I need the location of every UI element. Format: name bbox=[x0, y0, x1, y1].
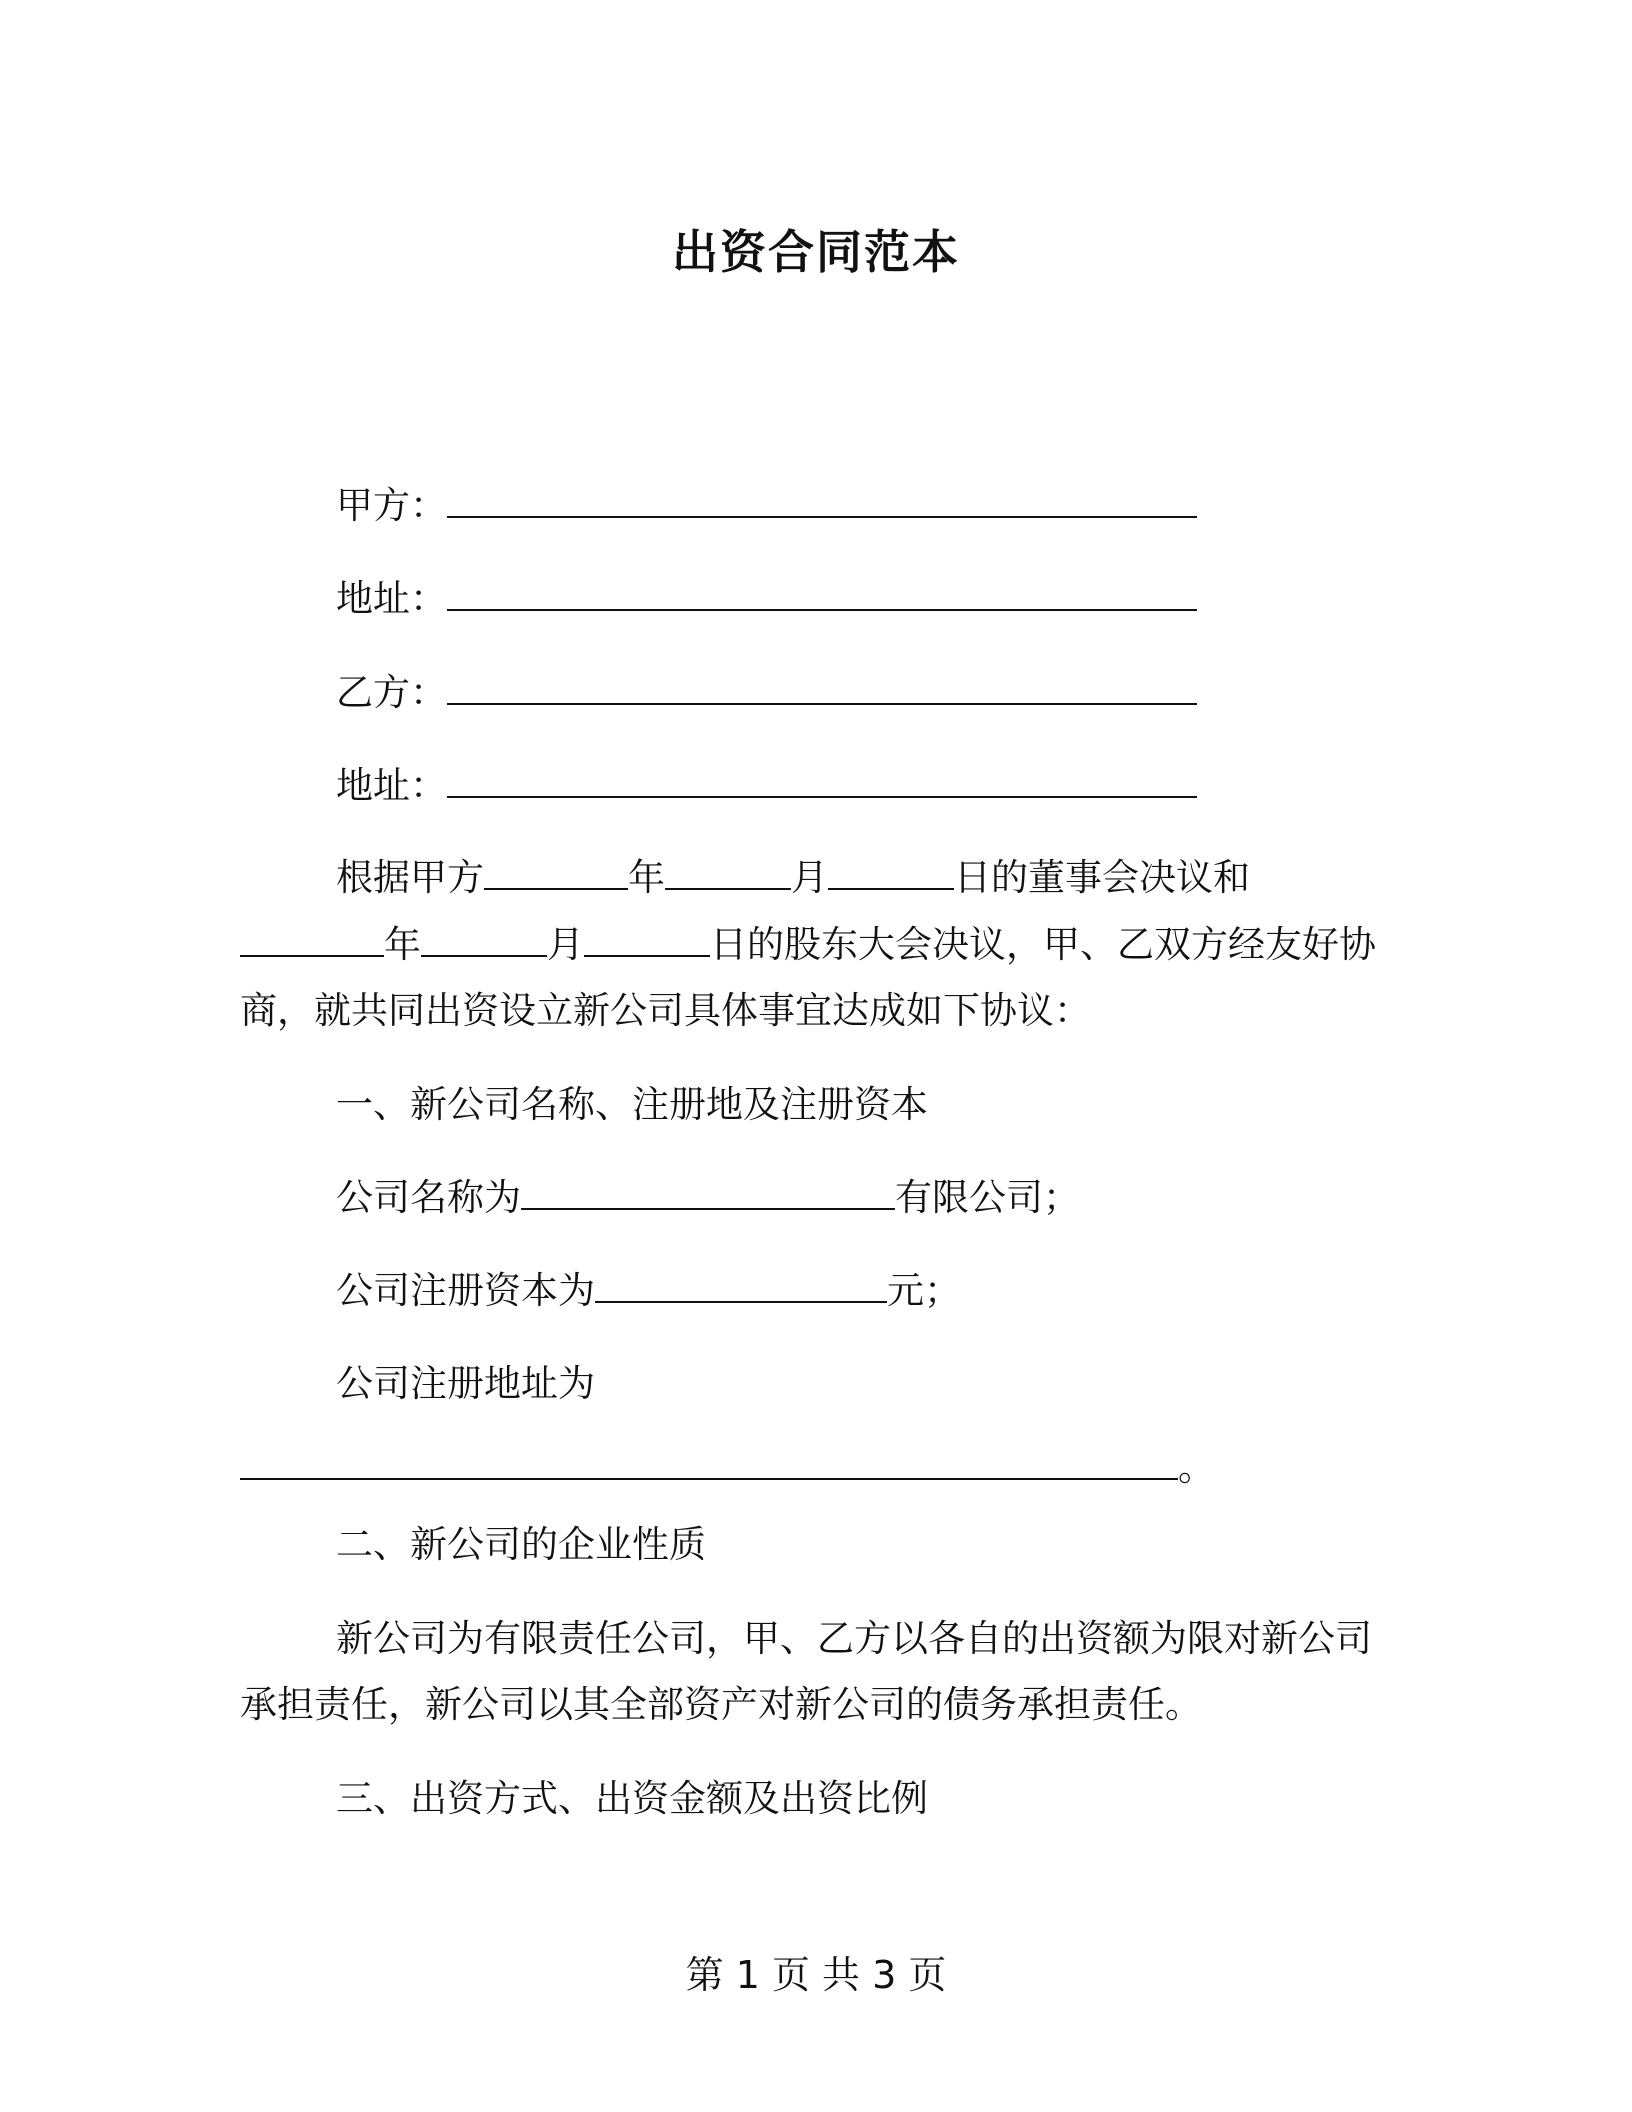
company-name-prefix: 公司名称为 bbox=[336, 1176, 521, 1219]
registered-address-line: 公司注册地址为 bbox=[336, 1362, 595, 1405]
preamble-line-2 bbox=[240, 921, 1376, 969]
section-1-heading: 一、新公司名称、注册地及注册资本 bbox=[336, 1083, 928, 1126]
preamble-text: 日的董事会决议和 bbox=[954, 856, 1250, 899]
board-month-blank bbox=[665, 858, 791, 890]
company-name-line bbox=[336, 1174, 1080, 1222]
preamble-text: 根据甲方 bbox=[336, 856, 484, 899]
section-2-heading: 二、新公司的企业性质 bbox=[336, 1523, 706, 1566]
year-label: 年 bbox=[628, 856, 665, 899]
year-label: 年 bbox=[384, 923, 421, 966]
period: 。 bbox=[1178, 1446, 1215, 1489]
section-2-paragraph-line-2: 承担责任，新公司以其全部资产对新公司的债务承担责任。 bbox=[240, 1683, 1202, 1726]
month-label: 月 bbox=[791, 856, 828, 899]
address-label: 地址： bbox=[336, 577, 447, 620]
party-a-label: 甲方： bbox=[336, 484, 447, 527]
board-year-blank bbox=[484, 858, 628, 890]
registered-address-blank-line bbox=[240, 1444, 1215, 1492]
registered-capital-suffix: 元； bbox=[887, 1269, 961, 1312]
registered-capital-line bbox=[336, 1267, 961, 1315]
address-label: 地址： bbox=[336, 764, 447, 807]
party-b-line bbox=[336, 669, 1197, 717]
party-b-address-blank bbox=[447, 766, 1197, 798]
preamble-line-1 bbox=[336, 854, 1250, 902]
party-a-blank bbox=[447, 486, 1197, 518]
preamble-line-3: 商，就共同出资设立新公司具体事宜达成如下协议： bbox=[240, 989, 1091, 1032]
document-title: 出资合同范本 bbox=[672, 225, 960, 279]
shareholder-year-blank bbox=[240, 925, 384, 957]
registered-capital-prefix: 公司注册资本为 bbox=[336, 1269, 595, 1312]
party-a-address-blank bbox=[447, 579, 1197, 611]
board-day-blank bbox=[828, 858, 954, 890]
shareholder-day-blank bbox=[584, 925, 710, 957]
party-b-blank bbox=[447, 673, 1197, 705]
registered-capital-blank bbox=[595, 1271, 887, 1303]
preamble-text: 日的股东大会决议，甲、乙双方经友好协 bbox=[710, 923, 1376, 966]
party-a-line bbox=[336, 482, 1197, 530]
company-name-blank bbox=[521, 1178, 895, 1210]
party-b-label: 乙方： bbox=[336, 671, 447, 714]
party-b-address-line bbox=[336, 762, 1197, 810]
party-a-address-line bbox=[336, 575, 1197, 623]
section-2-paragraph-line-1: 新公司为有限责任公司，甲、乙方以各自的出资额为限对新公司 bbox=[336, 1617, 1372, 1660]
month-label: 月 bbox=[547, 923, 584, 966]
page-indicator: 第 1 页 共 3 页 bbox=[685, 1953, 947, 1997]
registered-address-blank bbox=[240, 1448, 1178, 1480]
section-3-heading: 三、出资方式、出资金额及出资比例 bbox=[336, 1777, 928, 1820]
shareholder-month-blank bbox=[421, 925, 547, 957]
company-name-suffix: 有限公司； bbox=[895, 1176, 1080, 1219]
